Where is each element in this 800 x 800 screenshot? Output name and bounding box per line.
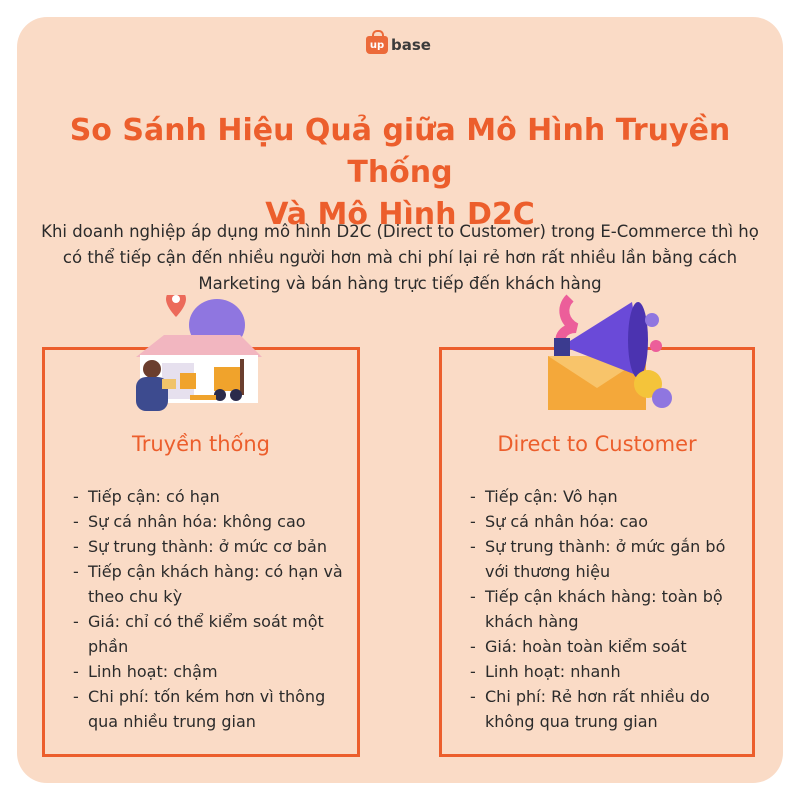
pallet [190, 395, 216, 400]
d2c-heading: Direct to Customer [497, 432, 697, 456]
upbase-logo [366, 36, 431, 54]
warehouse-roof-icon [136, 335, 262, 357]
traditional-list-item [73, 484, 343, 509]
d2c-list-item [470, 659, 725, 684]
decorative-circle [652, 388, 672, 408]
list-item-line: - Linh hoạt: chậm [88, 662, 218, 681]
forklift-icon [214, 367, 240, 391]
shopping-bag-icon: up [366, 36, 388, 54]
list-item-line: - Chi phí: tốn kém hơn vì thông [88, 687, 326, 706]
traditional-list-item [73, 559, 343, 609]
list-item-line: phần [88, 637, 129, 656]
notification-bubble-icon [645, 313, 659, 327]
d2c-list-item [470, 584, 725, 634]
list-item-line: - Chi phí: Rẻ hơn rất nhiều do [485, 687, 710, 706]
d2c-list [470, 484, 725, 734]
warehouse-forklift-illustration [122, 295, 272, 415]
worker-head [143, 360, 161, 378]
intro-line-1: Khi doanh nghiệp áp dụng mô hình D2C (Direct to Customer) trong E-Commerce thì họ [41, 222, 759, 241]
d2c-list-item [470, 684, 725, 734]
traditional-list-item [73, 659, 343, 684]
page-title [20, 110, 780, 236]
list-item-line: - Tiếp cận: có hạn [88, 487, 220, 506]
list-item-line: - Tiếp cận khách hàng: có hạn và [88, 562, 343, 581]
list-item-line: theo chu kỳ [88, 587, 183, 606]
list-item-line: - Sự cá nhân hóa: cao [485, 512, 648, 531]
intro-paragraph [30, 219, 770, 297]
megaphone-handle [554, 338, 570, 356]
wheel-icon [230, 389, 242, 401]
title-line-1: So Sánh Hiệu Quả giữa Mô Hình Truyền Thống [69, 113, 731, 190]
list-item-line: không qua trung gian [485, 712, 658, 731]
list-item-line: qua nhiều trung gian [88, 712, 256, 731]
forklift-mast [240, 359, 244, 395]
list-item-line: - Sự trung thành: ở mức cơ bản [88, 537, 327, 556]
d2c-list-item [470, 634, 725, 659]
traditional-list [73, 484, 343, 734]
list-item-line: - Tiếp cận khách hàng: toàn bộ [485, 587, 723, 606]
traditional-list-item [73, 534, 343, 559]
d2c-list-item [470, 509, 725, 534]
traditional-list-item [73, 509, 343, 534]
list-item-line: - Giá: hoàn toàn kiểm soát [485, 637, 687, 656]
list-item-line: - Sự trung thành: ở mức gắn bó [485, 537, 726, 556]
intro-line-3: Marketing và bán hàng trực tiếp đến khách hàng [198, 274, 602, 293]
intro-line-2: có thể tiếp cận đến nhiều người hơn mà chi phí lại rẻ hơn rất nhiều lần bằng cách [62, 248, 738, 267]
traditional-heading: Truyền thống [131, 432, 271, 456]
d2c-list-item [470, 534, 725, 584]
traditional-list-item [73, 684, 343, 734]
clipboard-icon [162, 379, 176, 389]
list-item-line: - Sự cá nhân hóa: không cao [88, 512, 306, 531]
d2c-list-item [470, 484, 725, 509]
title-line-2: Và Mô Hình D2C [265, 197, 535, 232]
logo-text: base [391, 36, 431, 54]
traditional-list-item [73, 609, 343, 659]
list-item-line: khách hàng [485, 612, 579, 631]
list-item-line: - Linh hoạt: nhanh [485, 662, 621, 681]
pin-dot [172, 295, 180, 303]
list-item-line: - Giá: chỉ có thể kiểm soát một [88, 612, 324, 631]
list-item-line: với thương hiệu [485, 562, 611, 581]
box-icon [180, 373, 196, 389]
heart-icon [650, 340, 662, 352]
megaphone-rim [628, 302, 648, 378]
megaphone-envelope-illustration [540, 288, 675, 413]
list-item-line: - Tiếp cận: Vô hạn [485, 487, 618, 506]
